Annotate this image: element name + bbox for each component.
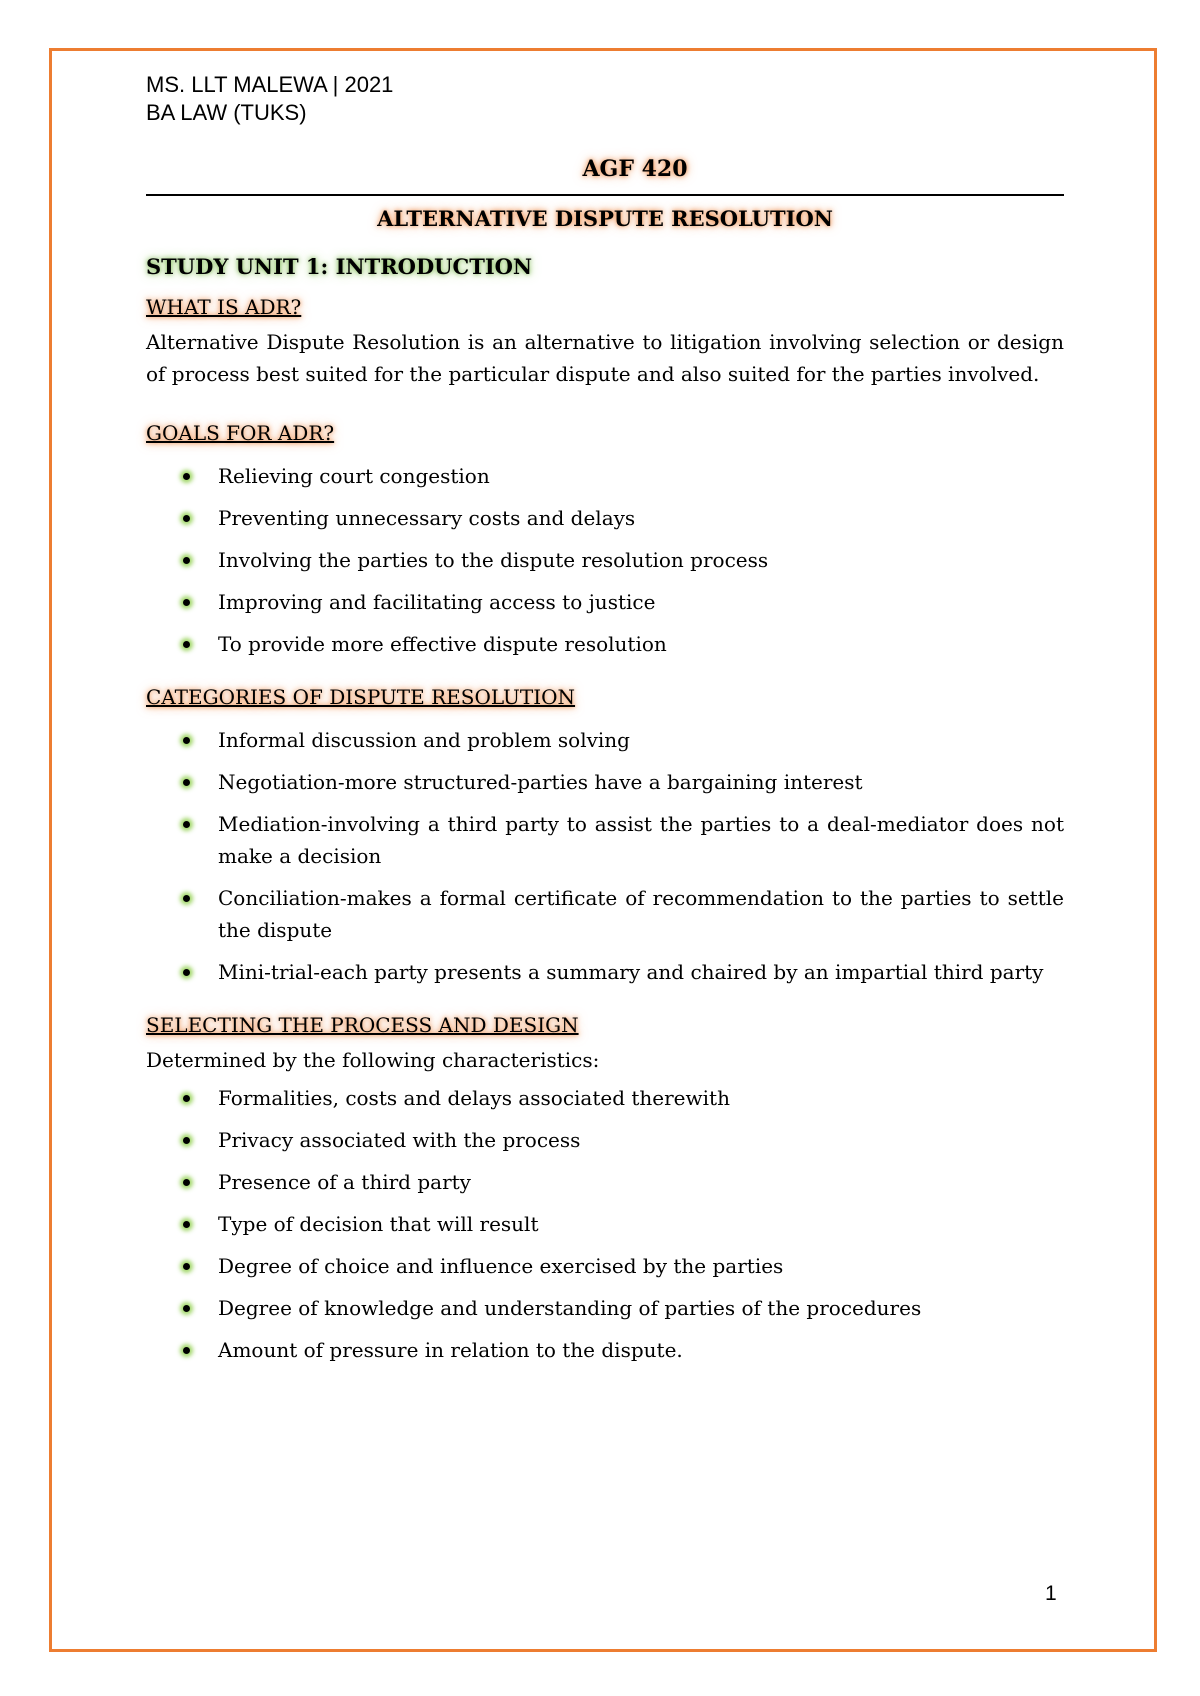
list-item: Relieving court congestion (146, 460, 1064, 492)
section-heading-selecting: SELECTING THE PROCESS AND DESIGN (146, 1013, 579, 1037)
list-item: Type of decision that will result (146, 1208, 1064, 1240)
list-item: Negotiation-more structured-parties have a bargaining interest (146, 766, 1064, 798)
selecting-intro: Determined by the following characteristics: (146, 1048, 600, 1072)
study-unit-title: STUDY UNIT 1: INTRODUCTION (146, 254, 533, 279)
list-item: Preventing unnecessary costs and delays (146, 502, 1064, 534)
course-title: ALTERNATIVE DISPUTE RESOLUTION (377, 206, 833, 231)
list-item: To provide more effective dispute resolution (146, 628, 1064, 660)
course-code: AGF 420 (582, 156, 688, 182)
document-header (146, 71, 393, 127)
categories-list (146, 724, 1064, 988)
list-item: Informal discussion and problem solving (146, 724, 1064, 756)
list-item: Formalities, costs and delays associated therewith (146, 1082, 1064, 1114)
list-item: Degree of knowledge and understanding of parties of the procedures (146, 1292, 1064, 1324)
author-line: MS. LLT MALEWA | 2021 (146, 72, 394, 97)
list-item: Degree of choice and influence exercised by the parties (146, 1250, 1064, 1282)
list-item: Conciliation-makes a formal certificate of recommendation to the parties to settle the dispute (146, 882, 1064, 946)
adr-definition-paragraph: Alternative Dispute Resolution is an alternative to litigation involving selection or design of process best suited for the particular dispute and also suited for the parties involved. (146, 330, 1064, 386)
list-item: Mediation-involving a third party to assist the parties to a deal-mediator does not make a decision (146, 808, 1064, 872)
list-item: Involving the parties to the dispute resolution process (146, 544, 1064, 576)
degree-line: BA LAW (TUKS) (146, 100, 307, 125)
selecting-list (146, 1082, 1064, 1366)
list-item: Privacy associated with the process (146, 1124, 1064, 1156)
page-number: 1 (1045, 1582, 1057, 1605)
section-heading-what-is-adr: WHAT IS ADR? (146, 295, 302, 319)
section-heading-goals: GOALS FOR ADR? (146, 421, 335, 445)
document-body (146, 154, 1064, 1376)
list-item: Improving and facilitating access to justice (146, 586, 1064, 618)
list-item: Mini-trial-each party presents a summary and chaired by an impartial third party (146, 956, 1064, 988)
goals-list (146, 460, 1064, 660)
list-item: Presence of a third party (146, 1166, 1064, 1198)
list-item: Amount of pressure in relation to the dispute. (146, 1334, 1064, 1366)
title-rule (146, 194, 1064, 196)
section-heading-categories: CATEGORIES OF DISPUTE RESOLUTION (146, 685, 576, 709)
